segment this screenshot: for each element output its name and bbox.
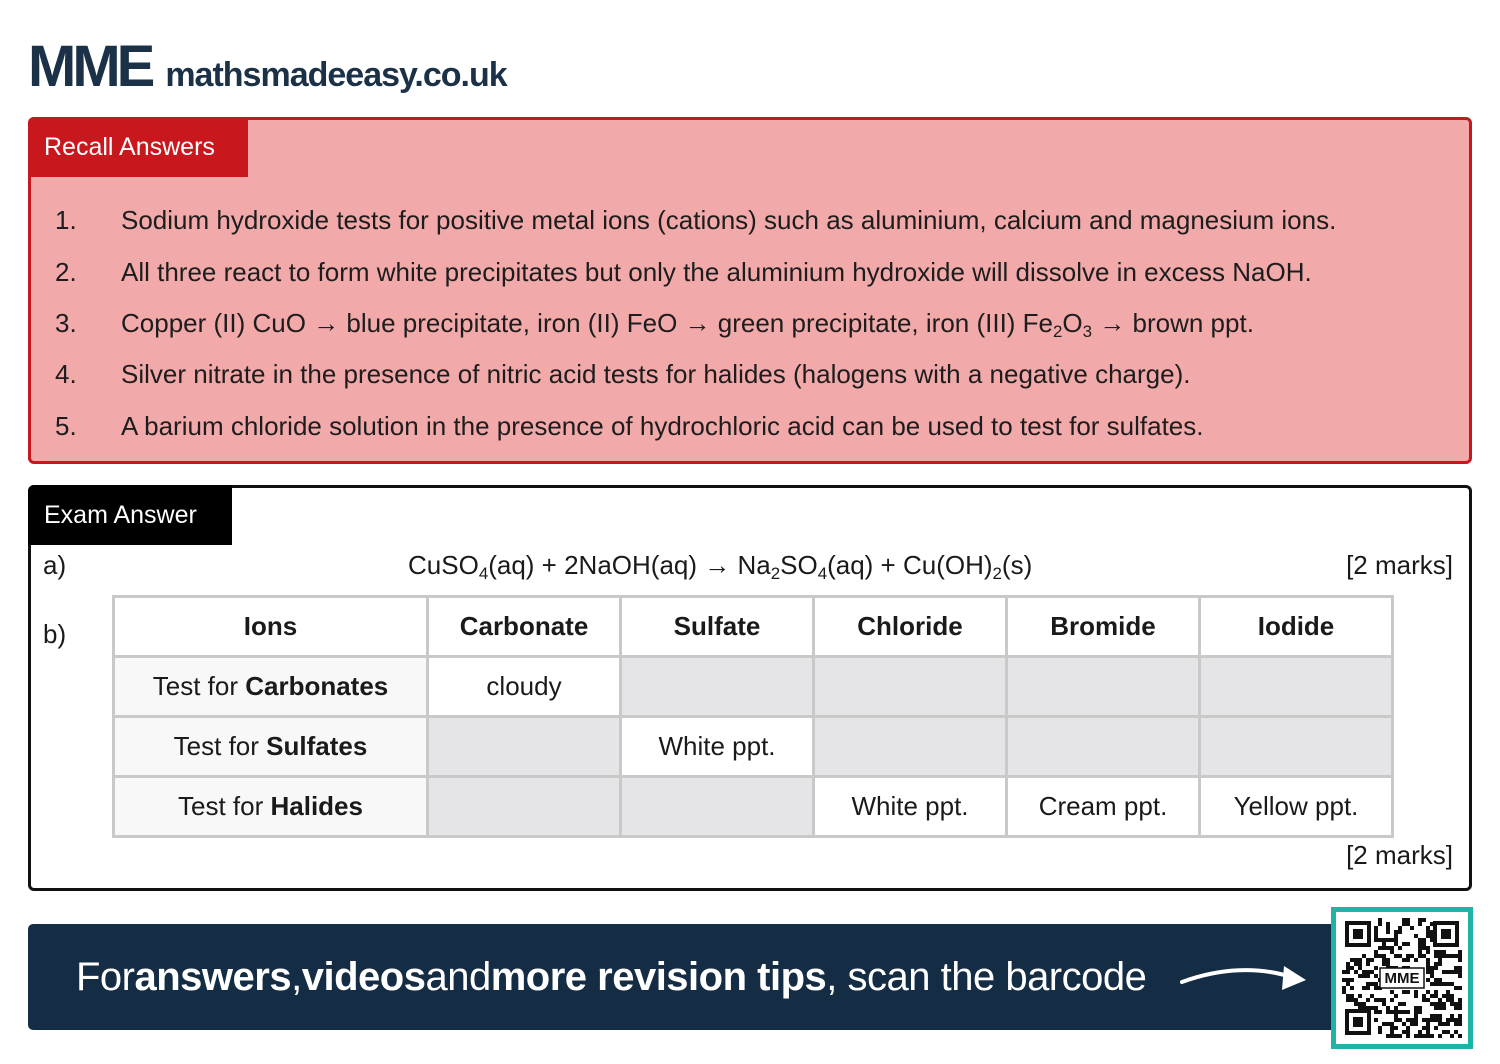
header bbox=[28, 30, 507, 99]
recall-item bbox=[55, 298, 1336, 349]
table-cell bbox=[814, 717, 1007, 777]
exam-answer-box bbox=[28, 485, 1472, 891]
table-cell bbox=[1200, 657, 1393, 717]
table-cell bbox=[621, 657, 814, 717]
recall-item-number: 4. bbox=[55, 359, 77, 390]
table-cell: White ppt. bbox=[814, 777, 1007, 837]
arrow-right-icon bbox=[1180, 954, 1310, 1000]
recall-item-number: 5. bbox=[55, 410, 77, 441]
recall-item-number: 1. bbox=[55, 205, 77, 236]
row-header: Test for Carbonates bbox=[114, 657, 428, 717]
table-cell: cloudy bbox=[428, 657, 621, 717]
recall-answers-box bbox=[28, 117, 1472, 464]
recall-item-number: 2. bbox=[55, 256, 77, 287]
row-header: Test for Sulfates bbox=[114, 717, 428, 777]
recall-item-text: A barium chloride solution in the presence of hydrochloric acid can be used to test for sulfates. bbox=[121, 410, 1204, 441]
recall-item-text: Copper (II) CuO → blue precipitate, iron (II) FeO → green precipitate, iron (III) $Fe_2O_3$ → brown ppt. bbox=[121, 307, 1254, 342]
table-cell bbox=[428, 717, 621, 777]
banner-text: For answers , videos and more revision tips , scan the barcode bbox=[76, 954, 1147, 999]
svg-text:MME: MME bbox=[1384, 970, 1420, 987]
qr-code[interactable] bbox=[1331, 907, 1473, 1049]
table-cell bbox=[1007, 717, 1200, 777]
revision-banner[interactable] bbox=[28, 924, 1472, 1030]
table-cell bbox=[428, 777, 621, 837]
chemical-equation: CuSO$_4$(aq) + 2NaOH(aq) → $Na_2SO_4(aq) + Cu(OH)_2(s)$ bbox=[408, 550, 1033, 584]
table-cell: White ppt. bbox=[621, 717, 814, 777]
table-cell bbox=[1200, 717, 1393, 777]
column-header: Bromide bbox=[1007, 597, 1200, 657]
recall-item-text: Silver nitrate in the presence of nitric acid tests for halides (halogens with a negative charge). bbox=[121, 359, 1191, 390]
recall-item bbox=[55, 246, 1336, 297]
site-name: mathsmadeeasy.co.uk bbox=[165, 56, 507, 94]
table-cell bbox=[621, 777, 814, 837]
table-cell: Cream ppt. bbox=[1007, 777, 1200, 837]
table-cell bbox=[814, 657, 1007, 717]
part-b-label: b) bbox=[43, 619, 67, 649]
ion-tests-table bbox=[112, 595, 1394, 838]
table-row bbox=[114, 657, 1393, 717]
row-header: Test for Halides bbox=[114, 777, 428, 837]
recall-item-text: Sodium hydroxide tests for positive metal ions (cations) such as aluminium, calcium and magnesium ions. bbox=[121, 205, 1337, 236]
table-row bbox=[114, 717, 1393, 777]
recall-item bbox=[55, 349, 1336, 400]
recall-item bbox=[55, 401, 1336, 452]
column-header: Chloride bbox=[814, 597, 1007, 657]
column-header: Iodide bbox=[1200, 597, 1393, 657]
column-header: Carbonate bbox=[428, 597, 621, 657]
recall-list bbox=[55, 195, 1336, 452]
part-b-marks: [2 marks] bbox=[1346, 840, 1453, 870]
column-header: Sulfate bbox=[621, 597, 814, 657]
part-a-marks: [2 marks] bbox=[1346, 550, 1453, 580]
recall-item-number: 3. bbox=[55, 307, 77, 338]
mme-logo: MME bbox=[28, 34, 152, 99]
table-cell: Yellow ppt. bbox=[1200, 777, 1393, 837]
part-a-label: a) bbox=[43, 550, 67, 580]
qr-code-icon bbox=[1336, 912, 1468, 1044]
table-cell bbox=[1007, 657, 1200, 717]
table-row bbox=[114, 777, 1393, 837]
recall-item bbox=[55, 195, 1336, 246]
recall-item-text: All three react to form white precipitates but only the aluminium hydroxide will dissolve in excess NaOH. bbox=[121, 256, 1312, 287]
exam-answer-tab: Exam Answer bbox=[28, 485, 232, 545]
column-header: Ions bbox=[114, 597, 428, 657]
table-header-row bbox=[114, 597, 1393, 657]
recall-answers-tab: Recall Answers bbox=[28, 117, 248, 177]
